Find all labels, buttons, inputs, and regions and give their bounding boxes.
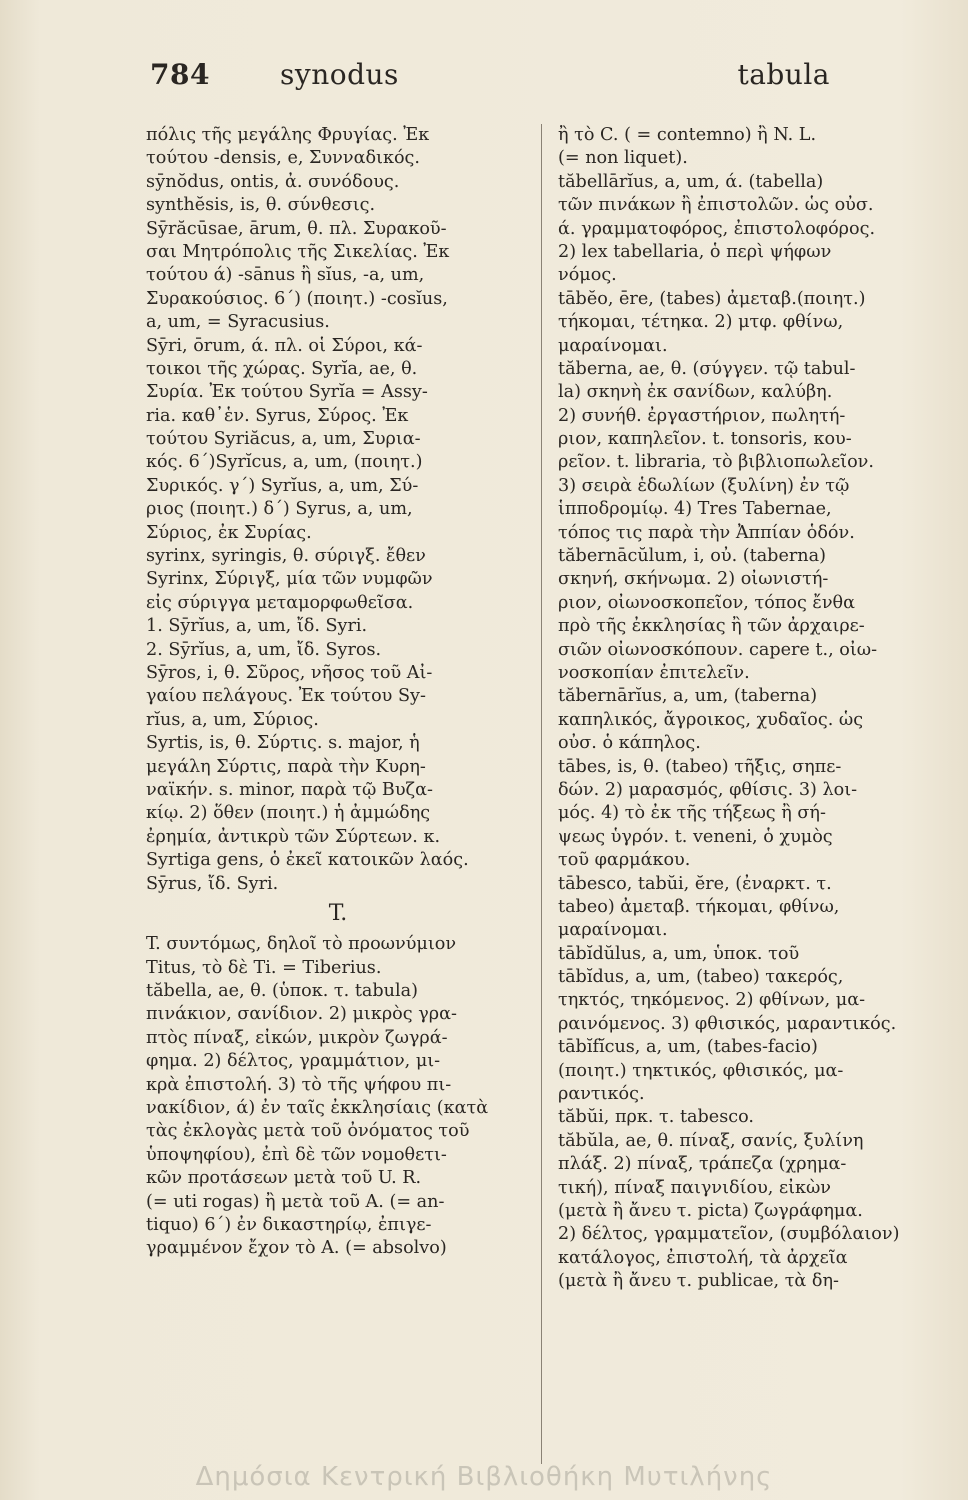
entry-line: tăbŭla, ae, θ. πίναξ, σανίς, ξυλίνη xyxy=(558,1130,864,1151)
entry-line: la) σκηνὴ ἐκ σανίδων, καλύβη. xyxy=(558,382,833,403)
entry-line: 2. Sȳrĭus, a, um, ἴδ. Syros. xyxy=(146,639,382,660)
entry-line: ria. καθ᾽ἑν. Syrus, Σύρος. Ἐκ xyxy=(146,405,409,426)
header-right-word: tabula xyxy=(737,58,830,91)
entry-line: τούτου ά) -sānus ἢ sĭus, -a, um, xyxy=(146,265,425,286)
entry-line: σαι Μητρόπολις τῆς Σικελίας. Ἐκ xyxy=(146,241,450,262)
entry-line: τοικοι τῆς χώρας. Syrĭa, ae, θ. xyxy=(146,358,418,379)
entry-line: ἐρημία, ἀντικρὺ τῶν Σύρτεων. κ. xyxy=(146,826,441,847)
entry-line: ά. γραμματοφόρος, ἐπιστολοφόρος. xyxy=(558,218,876,239)
entry-line: οὐσ. ὁ κάπηλος. xyxy=(558,733,701,754)
section-letter: T. xyxy=(328,901,348,926)
entry-line: φημα. 2) δέλτος, γραμμάτιον, μι- xyxy=(146,1051,441,1072)
entry-line: πόλις τῆς μεγάλης Φρυγίας. Ἐκ xyxy=(146,125,430,145)
entry-line: τική), πίναξ παιγνιδίου, εἰκὼν xyxy=(558,1177,832,1198)
entry-line: tiquo) 6΄) ἐν δικαστηρίῳ, ἐπιγε- xyxy=(146,1214,432,1235)
entry-line: Syrtis, is, θ. Σύρτις. s. major, ἡ xyxy=(146,733,420,754)
entry-line: tabeo) ἀμεταβ. τήκομαι, φθίνω, xyxy=(558,896,840,917)
right-column xyxy=(558,124,946,1294)
entry-line: νόμος. xyxy=(558,265,617,286)
entry-line: ριος (ποιητ.) δ΄) Syrus, a, um, xyxy=(146,499,413,520)
entry-line: a, um, = Syracusius. xyxy=(146,312,330,333)
entry-line: Syrinx, Σύριγξ, μία τῶν νυμφῶν xyxy=(146,569,433,590)
entry-line: πινάκιον, σανίδιον. 2) μικρὸς γρα- xyxy=(146,1004,457,1025)
entry-line: tăbŭi, πρκ. τ. tabesco. xyxy=(558,1107,754,1128)
entry-line: Sȳros, i, θ. Σῦρος, νῆσος τοῦ Αἰ- xyxy=(146,662,433,683)
entry-line: tābes, is, θ. (tabeo) τῆξις, σηπε- xyxy=(558,756,842,777)
entry-line: 2) δέλτος, γραμματεῖον, (συμβόλαιον) xyxy=(558,1224,900,1245)
entry-line: synthĕsis, is, θ. σύνθεσις. xyxy=(146,195,376,216)
entry-line: tābĭdŭlus, a, um, ὑποκ. τοῦ xyxy=(558,943,800,964)
entry-line: tăbella, ae, θ. (ὑποκ. τ. tabula) xyxy=(146,981,418,1002)
entry-line: νοσκοπίαν ἐπιτελεῖν. xyxy=(558,662,750,683)
header-left-word: synodus xyxy=(280,58,399,91)
entry-line: ὑποψηφίου), ἐπὶ δὲ τῶν νομοθετι- xyxy=(146,1144,447,1165)
entry-line: κῶν προτάσεων μετὰ τοῦ U. R. xyxy=(146,1168,422,1189)
entry-line: πρὸ τῆς ἐκκλησίας ἢ τῶν ἀρχαιρε- xyxy=(558,616,865,637)
entry-line: τῶν πινάκων ἢ ἐπιστολῶν. ὡς οὐσ. xyxy=(558,195,874,216)
entry-line: (= uti rogas) ἢ μετὰ τοῦ A. (= an- xyxy=(146,1191,445,1212)
entry-line: tăberna, ae, θ. (σύγγεν. τῷ tabul- xyxy=(558,358,856,379)
entry-line: κατάλογος, ἐπιστολή, τὰ ἀρχεῖα xyxy=(558,1247,848,1268)
entry-line: rĭus, a, um, Σύριος. xyxy=(146,709,319,730)
entry-line: ἱπποδρομίῳ. 4) Tres Tabernae, xyxy=(558,499,832,520)
entry-line: ριον, οἰωνοσκοπεῖον, τόπος ἔνθα xyxy=(558,592,856,613)
entry-line: καπηλικός, ἄγροικος, χυδαῖος. ὡς xyxy=(558,709,864,730)
entry-line: νακίδιον, ά) ἐν ταῖς ἐκκλησίαις (κατὰ xyxy=(146,1098,489,1119)
entry-line: Σύριος, ἐκ Συρίας. xyxy=(146,522,312,543)
entry-line: tābesco, tabŭi, ĕre, (ἐναρκτ. τ. xyxy=(558,873,832,894)
page-header xyxy=(150,58,830,108)
entry-line: (= non liquet). xyxy=(558,148,688,169)
entry-line: Συρία. Ἐκ τούτου Syrĭa = Assy- xyxy=(146,382,428,403)
entry-line: ψεως ὑγρόν. t. veneni, ὁ χυμὸς xyxy=(558,826,833,847)
entry-line: Συρικός. γ΄) Syrĭus, a, um, Σύ- xyxy=(146,475,419,496)
left-column xyxy=(146,124,530,1261)
column-divider xyxy=(541,124,542,1464)
entry-line: κίῳ. 2) ὅθεν (ποιητ.) ἡ ἀμμώδης xyxy=(146,803,431,824)
entry-line: ναϊκήν. s. minor, παρὰ τῷ Βυζα- xyxy=(146,779,433,800)
entry-line: sӯnŏdus, ontis, ἀ. συνόδους. xyxy=(146,171,400,192)
entry-line: tăbellārĭus, a, um, ά. (tabella) xyxy=(558,171,824,192)
entry-line: tăbernārĭus, a, um, (taberna) xyxy=(558,686,818,707)
library-watermark: Δημόσια Κεντρική Βιβλιοθήκη Μυτιλήνης xyxy=(195,1462,773,1492)
entry-line: μεγάλη Σύρτις, παρὰ τὴν Κυρη- xyxy=(146,756,426,777)
entry-line: τηκτός, τηκόμενος. 2) φθίνων, μα- xyxy=(558,990,866,1011)
entry-line: ρεῖον. t. libraria, τὸ βιβλιοπωλεῖον. xyxy=(558,452,874,473)
entry-line: 3) σειρὰ ἑδωλίων (ξυλίνη) ἐν τῷ xyxy=(558,475,850,496)
entry-line: τούτου Syriăcus, a, um, Συρια- xyxy=(146,429,421,450)
entry-line: εἰς σύριγγα μεταμορφωθεῖσα. xyxy=(146,592,414,613)
entry-line: τόπος τις παρὰ τὴν Ἀππίαν ὁδόν. xyxy=(558,522,855,543)
entry-line: γραμμένον ἔχον τὸ A. (= absolvo) xyxy=(146,1238,447,1259)
entry-line: κρὰ ἐπιστολή. 3) τὸ τῆς ψήφου πι- xyxy=(146,1074,452,1095)
entry-line: μαραίνομαι. xyxy=(558,920,668,941)
entry-line: Sȳri, ōrum, ά. πλ. οἱ Σύροι, κά- xyxy=(146,335,423,356)
entry-line: ἢ τὸ C. ( = contemno) ἢ N. L. xyxy=(558,125,817,145)
entry-line: ραντικός. xyxy=(558,1084,645,1105)
entry-line: (μετὰ ἢ ἄνευ τ. picta) ζωγράφημα. xyxy=(558,1200,863,1221)
entry-line: (μετὰ ἢ ἄνευ τ. publicae, τὰ δη- xyxy=(558,1271,839,1292)
entry-line: Syrtiga gens, ὁ ἐκεῖ κατοικῶν λαός. xyxy=(146,850,469,871)
entry-line: τήκομαι, τέτηκα. 2) μτφ. φθίνω, xyxy=(558,312,844,333)
entry-line: τοῦ φαρμάκου. xyxy=(558,850,691,871)
entry-line: tăbernācŭlum, i, οὐ. (taberna) xyxy=(558,546,826,567)
entry-line: ραινόμενος. 3) φθισικός, μαραντικός. xyxy=(558,1013,897,1034)
entry-line: 2) lex tabellaria, ὁ περὶ ψήφων xyxy=(558,241,832,262)
entry-line: κός. 6΄)Syrĭcus, a, um, (ποιητ.) xyxy=(146,452,423,473)
entry-line: τούτου -densis, e, Συνναδικός. xyxy=(146,148,420,169)
page-number: 784 xyxy=(150,58,210,91)
entry-line: syrinx, syringis, θ. σύριγξ. ἔθεν xyxy=(146,546,426,567)
entry-line: δών. 2) μαρασμός, φθίσις. 3) λοι- xyxy=(558,779,858,800)
entry-line: πλάξ. 2) πίναξ, τράπεζα (χρημα- xyxy=(558,1154,847,1175)
entry-line: γαίου πελάγους. Ἐκ τούτου Sy- xyxy=(146,686,426,707)
entry-line: tābĭdus, a, um, (tabeo) τακερός, xyxy=(558,967,844,988)
entry-line: 1. Sȳrĭus, a, um, ἴδ. Syri. xyxy=(146,616,368,637)
entry-line: σιῶν οἰωνοσκόπουν. capere t., οἰω- xyxy=(558,639,878,660)
entry-line: ριον, καπηλεῖον. t. tonsoris, κου- xyxy=(558,429,852,450)
entry-line: T. συντόμως, δηλοῖ τὸ προωνύμιον xyxy=(146,934,457,955)
entry-line: Titus, τὸ δὲ Ti. = Tiberius. xyxy=(146,957,382,978)
entry-line: μός. 4) τὸ ἐκ τῆς τήξεως ἢ σή- xyxy=(558,803,826,824)
entry-line: μαραίνομαι. xyxy=(558,335,668,356)
entry-line: tābĭfĭcus, a, um, (tabes-facio) xyxy=(558,1037,818,1058)
entry-line: 2) συνήθ. ἐργαστήριον, πωλητή- xyxy=(558,405,846,426)
entry-line: Sȳrăcūsae, ārum, θ. πλ. Συρακοῦ- xyxy=(146,218,447,239)
entry-line: σκηνή, σκήνωμα. 2) οἰωνιστή- xyxy=(558,569,829,590)
entry-line: πτὸς πίναξ, εἰκών, μικρὸν ζωγρά- xyxy=(146,1027,448,1048)
entry-line: Sȳrus, ἴδ. Syri. xyxy=(146,873,279,894)
entry-line: Συρακούσιος. 6΄) (ποιητ.) -cosĭus, xyxy=(146,288,448,309)
entry-line: (ποιητ.) τηκτικός, φθισικός, μα- xyxy=(558,1060,844,1081)
entry-line: tābĕo, ēre, (tabes) ἀμεταβ.(ποιητ.) xyxy=(558,288,866,309)
entry-line: τὰς ἐκλογὰς μετὰ τοῦ ὀνόματος τοῦ xyxy=(146,1121,470,1142)
